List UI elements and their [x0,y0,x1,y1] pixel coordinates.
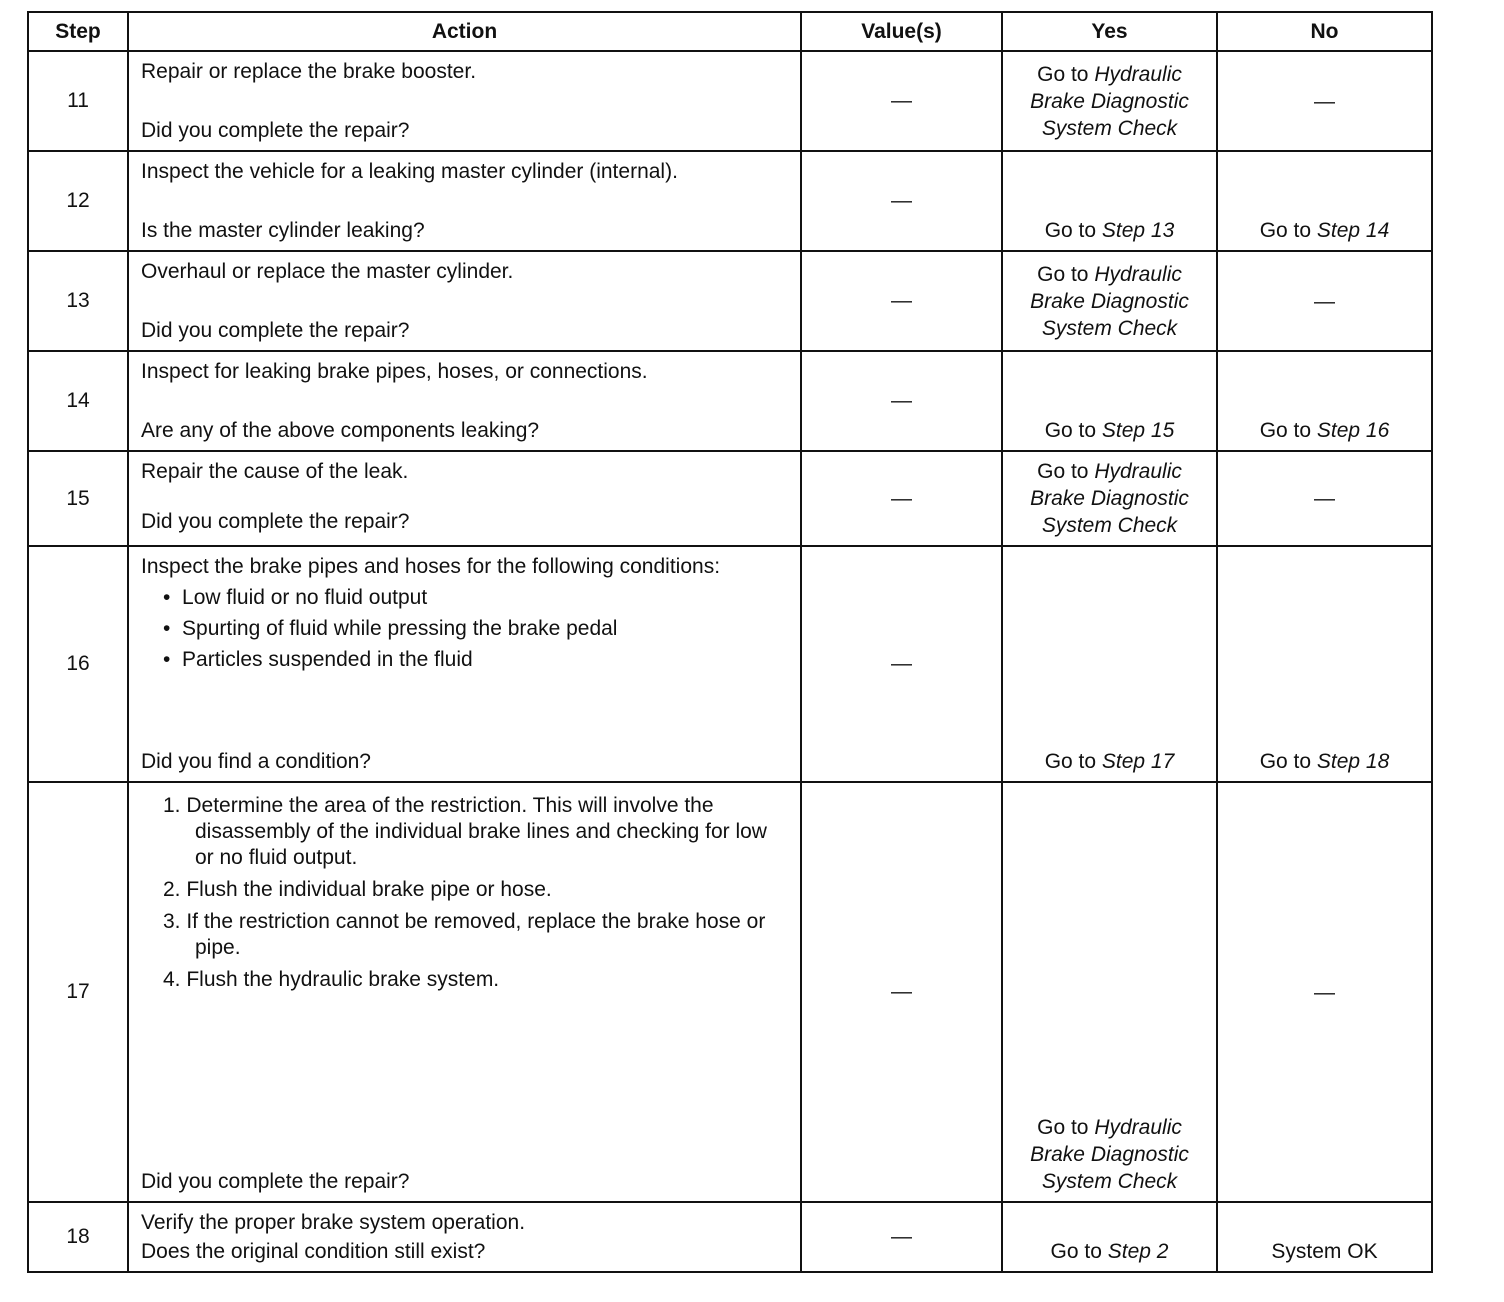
value-cell: — [801,782,1002,1202]
value-cell: — [801,1202,1002,1272]
no-target: Step 16 [1316,419,1390,442]
action-cell [128,451,801,546]
step-number: 18 [28,1202,128,1272]
yes-prefix: Go to [1037,1116,1095,1139]
action-cell [128,351,801,451]
yes-prefix: Go to [1044,219,1102,242]
action-question: Are any of the above components leaking? [141,419,540,442]
yes-prefix: Go to [1037,460,1095,483]
table-row [28,251,1432,351]
yes-prefix: Go to [1044,419,1102,442]
value-cell: — [801,251,1002,351]
no-target: Step 18 [1316,750,1390,773]
header-values: Value(s) [801,12,1002,51]
step-number: 15 [28,451,128,546]
table-row [28,51,1432,151]
step-number: 12 [28,151,128,251]
bullet-item: • Particles suspended in the fluid [163,648,473,671]
no-cell [1217,782,1432,1202]
yes-cell [1002,51,1217,151]
no-prefix: — [1314,289,1335,313]
value-cell: — [801,151,1002,251]
action-text: Verify the proper brake system operation. [141,1211,526,1234]
no-cell [1217,1202,1432,1272]
yes-target: Step 13 [1101,219,1175,242]
yes-cell [1002,151,1217,251]
table-row [28,782,1432,1202]
step-number: 14 [28,351,128,451]
table-row [28,546,1432,782]
value-cell: — [801,451,1002,546]
bullet-item: • Spurting of fluid while pressing the brake pedal [163,617,618,640]
no-prefix: — [1314,487,1335,510]
action-text: Inspect the brake pipes and hoses for the following conditions: [141,555,721,578]
value-cell: — [801,51,1002,151]
no-cell [1217,251,1432,351]
no-prefix: Go to [1259,219,1317,242]
table-row [28,151,1432,251]
no-cell [1217,51,1432,151]
step-number: 11 [28,51,128,151]
action-text: Repair or replace the brake booster. [141,60,477,83]
yes-prefix: Go to [1037,262,1095,286]
action-question: Did you complete the repair? [141,319,410,342]
action-cell [128,251,801,351]
action-question: Did you complete the repair? [141,1170,410,1193]
diagnostic-table [27,11,1433,1273]
yes-cell [1002,351,1217,451]
yes-cell [1002,1202,1217,1272]
step-number: 16 [28,546,128,782]
header-no: No [1217,12,1432,51]
action-cell [128,151,801,251]
bullet-text: Low fluid or no fluid output [182,586,428,609]
yes-prefix: Go to [1037,62,1095,86]
no-prefix: — [1314,980,1335,1004]
action-question: Did you find a condition? [141,750,371,773]
yes-target: Step 17 [1101,750,1175,773]
no-prefix: Go to [1259,419,1317,442]
action-cell [128,782,801,1202]
action-cell [128,546,801,782]
header-step: Step [28,12,128,51]
bullet-text: Particles suspended in the fluid [182,648,473,671]
header-row [28,12,1432,51]
yes-target: Hydraulic Brake Diagnostic System Check [1030,262,1189,340]
no-cell [1217,151,1432,251]
table-row [28,1202,1432,1272]
action-cell [128,1202,801,1272]
action-question: Did you complete the repair? [141,510,410,533]
no-target: Step 14 [1316,219,1390,242]
table-row [28,451,1432,546]
bullet-item: • Low fluid or no fluid output [163,586,428,609]
action-cell [128,51,801,151]
header-yes: Yes [1002,12,1217,51]
action-question: Is the master cylinder leaking? [141,219,425,242]
yes-cell [1002,782,1217,1202]
action-question: Did you complete the repair? [141,119,410,142]
numbered-item: 1. Determine the area of the restriction. This will involve the disassembly of the individual brake lines and checking for low or no fluid output. [163,794,767,869]
numbered-item: 2. Flush the individual brake pipe or hose. [163,878,552,901]
action-text: Repair the cause of the leak. [141,460,409,483]
no-prefix: — [1314,89,1335,113]
no-cell [1217,546,1432,782]
value-cell: — [801,546,1002,782]
yes-target: Step 15 [1101,419,1175,442]
yes-cell [1002,251,1217,351]
action-text: Overhaul or replace the master cylinder. [141,260,514,283]
yes-prefix: Go to [1044,750,1102,773]
no-cell [1217,451,1432,546]
bullet-text: Spurting of fluid while pressing the brake pedal [182,617,618,640]
numbered-item: 3. If the restriction cannot be removed, replace the brake hose or pipe. [163,910,766,959]
yes-cell [1002,546,1217,782]
no-prefix: Go to [1259,750,1317,773]
no-cell [1217,351,1432,451]
action-text: Inspect for leaking brake pipes, hoses, or connections. [141,360,648,383]
step-number: 13 [28,251,128,351]
yes-target: Step 2 [1107,1240,1169,1263]
header-action: Action [128,12,801,51]
value-cell: — [801,351,1002,451]
table-row [28,351,1432,451]
action-question: Does the original condition still exist? [141,1240,486,1263]
numbered-item: 4. Flush the hydraulic brake system. [163,968,500,991]
yes-prefix: Go to [1050,1240,1108,1263]
action-text: Inspect the vehicle for a leaking master cylinder (internal). [141,160,678,183]
step-number: 17 [28,782,128,1202]
yes-target: Hydraulic Brake Diagnostic System Check [1030,460,1189,537]
yes-cell [1002,451,1217,546]
no-prefix: System OK [1271,1240,1378,1263]
yes-target: Hydraulic Brake Diagnostic System Check [1030,1116,1189,1193]
yes-target: Hydraulic Brake Diagnostic System Check [1030,62,1189,140]
